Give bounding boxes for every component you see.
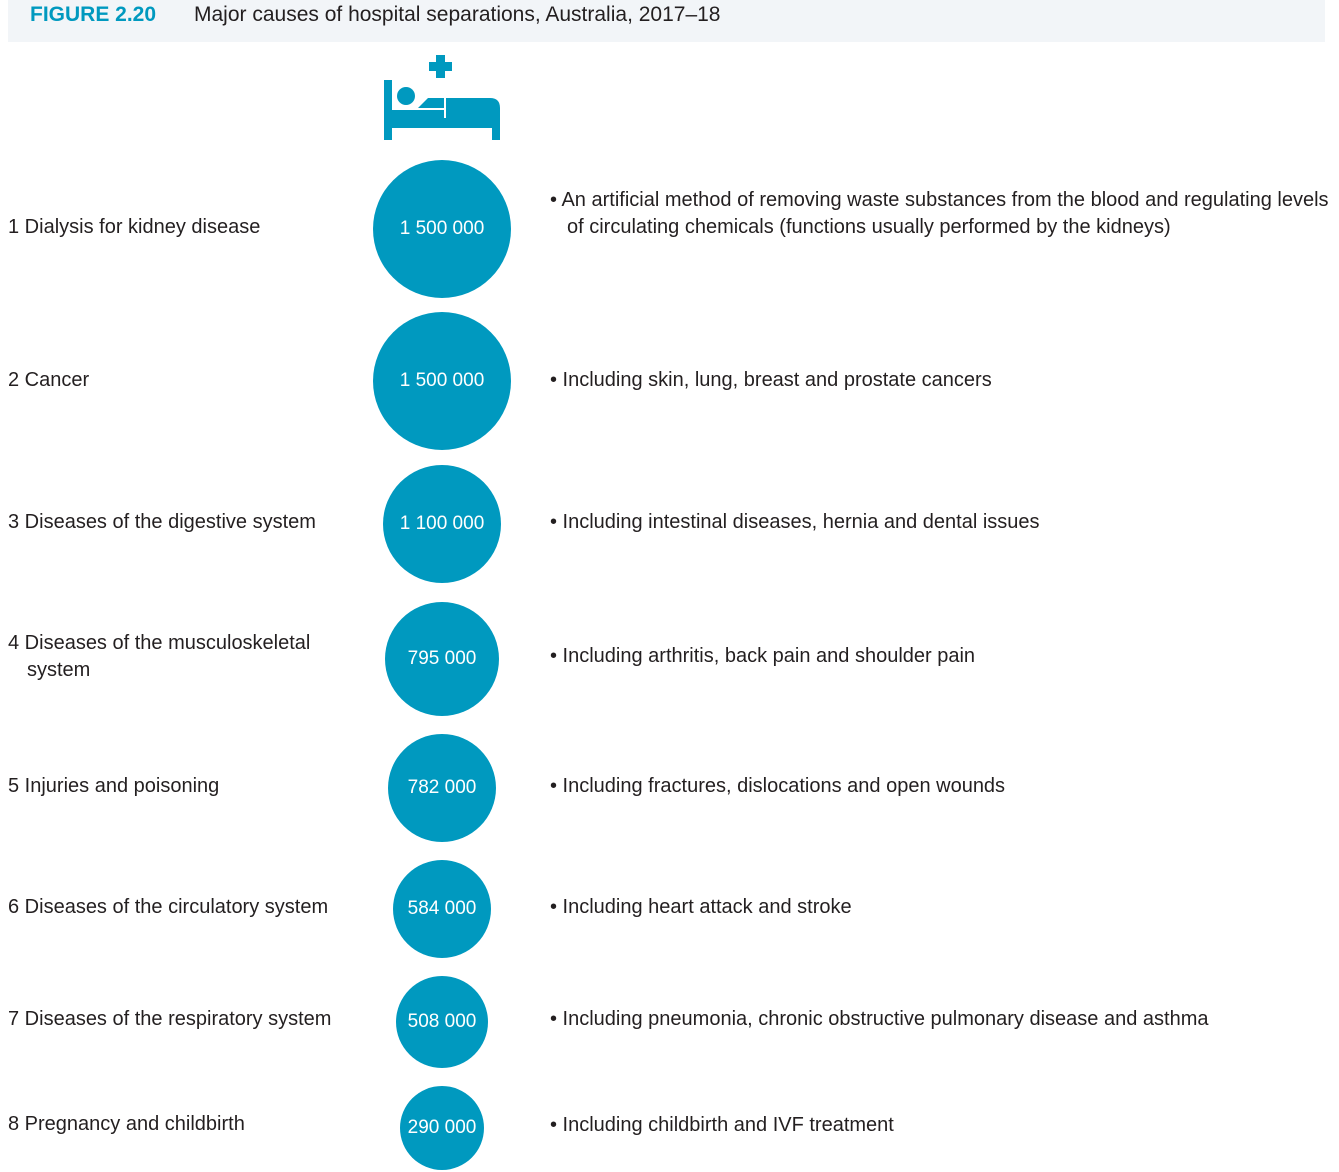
- separations-value: 508 000: [407, 1011, 477, 1032]
- cause-label: 4 Diseases of the musculoskeletal system: [8, 632, 311, 681]
- cause-label: 7 Diseases of the respiratory system: [8, 1008, 332, 1030]
- cause-label: 5 Injuries and poisoning: [8, 775, 220, 797]
- separations-value: 795 000: [407, 648, 477, 669]
- figure-number: FIGURE 2.20: [30, 3, 157, 26]
- separations-value: 1 100 000: [399, 513, 485, 534]
- cause-description: • Including heart attack and stroke: [550, 896, 852, 918]
- figure-title: Major causes of hospital separations, Australia, 2017–18: [194, 3, 721, 26]
- separations-value: 1 500 000: [399, 218, 485, 239]
- cause-description: • Including skin, lung, breast and prostate cancers: [550, 369, 992, 391]
- separations-bubble: [373, 160, 511, 298]
- cause-label: 3 Diseases of the digestive system: [8, 511, 316, 533]
- cause-description: • An artificial method of removing waste substances from the blood and regulating levels of circulating chemicals (functions usually performed by the kidneys): [550, 189, 1329, 238]
- separations-bubble: [383, 465, 501, 583]
- separations-value: 290 000: [407, 1117, 477, 1138]
- hospital-bed-icon: [382, 50, 504, 142]
- separations-value: 782 000: [407, 777, 477, 798]
- separations-value: 1 500 000: [399, 370, 485, 391]
- cause-description: • Including fractures, dislocations and open wounds: [550, 775, 1006, 797]
- cause-label: 8 Pregnancy and childbirth: [8, 1113, 245, 1135]
- cause-description: • Including childbirth and IVF treatment: [550, 1114, 894, 1136]
- separations-bubble: [400, 1086, 484, 1170]
- separations-bubble: [373, 312, 511, 450]
- figure-header: [8, 0, 1325, 42]
- cause-label: 2 Cancer: [8, 369, 90, 391]
- separations-bubble: [388, 734, 496, 842]
- cause-label: 1 Dialysis for kidney disease: [8, 216, 261, 238]
- cause-description: • Including pneumonia, chronic obstructive pulmonary disease and asthma: [550, 1008, 1209, 1030]
- separations-bubble: [385, 602, 499, 716]
- separations-bubble: [393, 860, 491, 958]
- cause-description: • Including intestinal diseases, hernia and dental issues: [550, 511, 1040, 533]
- cause-label: 6 Diseases of the circulatory system: [8, 896, 329, 918]
- separations-value: 584 000: [407, 898, 477, 919]
- separations-bubble: [396, 976, 488, 1068]
- cause-description: • Including arthritis, back pain and shoulder pain: [550, 645, 976, 667]
